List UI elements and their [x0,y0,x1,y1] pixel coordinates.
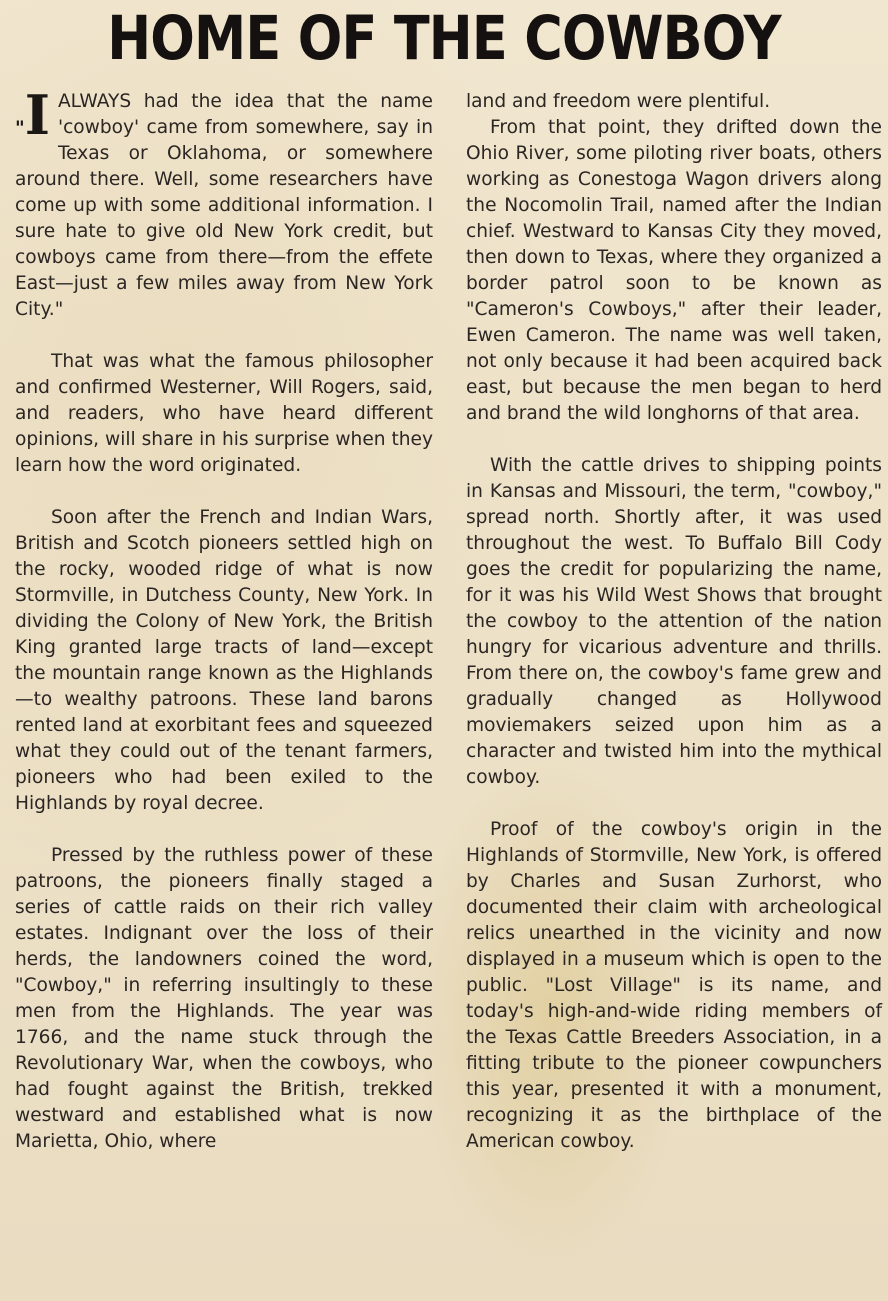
article-title: HOME OF THE COWBOY [107,3,781,74]
drop-cap-letter: I [24,83,50,147]
paragraph-4: Pressed by the ruthless power of these patroons, the pioneers finally staged a series of cattle raids on their rich valley estates. Indignant over the loss of their herds, the landowners coined the word, "Cowboy," in referring insultingly to these men from the Highlands. The year was 1766, and the name stuck through the Revolutionary War, when the cowboys, who had fought against the British, trekked westward and established what is now Marietta, Ohio, where [15,845,433,1152]
paragraph-1 [15,83,433,323]
paragraph-4-continuation: land and freedom were plentiful. [466,91,771,112]
paragraph-2: That was what the famous philosopher and confirmed Westerner, Will Rogers, said, and readers, who have heard different opinions, will share in his surprise when they learn how the word originated. [15,351,433,476]
paragraph-5: From that point, they drifted down the Ohio River, some piloting river boats, others working as Conestoga Wagon drivers along the Nocomolin Trail, named after the Indian chief. Westward to Kansas City they moved, then down to Texas, where they organized a border patrol soon to be known as "Cameron's Cowboys," after their leader, Ewen Cameron. The name was well taken, not only because it had been acquired back east, but because the men began to herd and brand the wild longhorns of that area. [466,117,882,424]
paragraph-1-text: ALWAYS had the idea that the name 'cowboy' came from somewhere, say in Texas or Oklahoma, or somewhere around there. Well, some researchers have come up with some additional information. I sure hate to give old New York credit, but cowboys came from there—from the effete East—just a few miles away from New York City." [15,91,433,320]
right-column [466,89,882,1181]
paragraph-3: Soon after the French and Indian Wars, British and Scotch pioneers settled high on the rocky, wooded ridge of what is now Stormville, in Dutchess County, New York. In dividing the Colony of New York, the British King granted large tracts of land—except the mountain range known as the Highlands—to wealthy patroons. These land barons rented land at exorbitant fees and squeezed what they could out of the tenant farmers, pioneers who had been exiled to the Highlands by royal decree. [15,507,433,814]
opening-quote: " [15,118,25,139]
paragraph-6: With the cattle drives to shipping points in Kansas and Missouri, the term, "cowboy," spread north. Shortly after, it was used throughout the west. To Buffalo Bill Cody goes the credit for popularizing the name, for it was his Wild West Shows that brought the cowboy to the attention of the nation hungry for vicarious adventure and thrills. From there on, the cowboy's fame grew and gradually changed as Hollywood moviemakers seized upon him as a character and twisted him into the mythical cowboy. [466,455,882,788]
paragraph-7: Proof of the cowboy's origin in the Highlands of Stormville, New York, is offered by Charles and Susan Zurhorst, who documented their claim with archeological relics unearthed in the vicinity and now displayed in a museum which is open to the public. "Lost Village" is its name, and today's high-and-wide riding members of the Texas Cattle Breeders Association, in a fitting tribute to the pioneer cowpunchers this year, presented it with a monument, recognizing it as the birthplace of the American cowboy. [466,819,882,1152]
drop-cap [15,83,50,151]
left-column [15,83,433,1181]
